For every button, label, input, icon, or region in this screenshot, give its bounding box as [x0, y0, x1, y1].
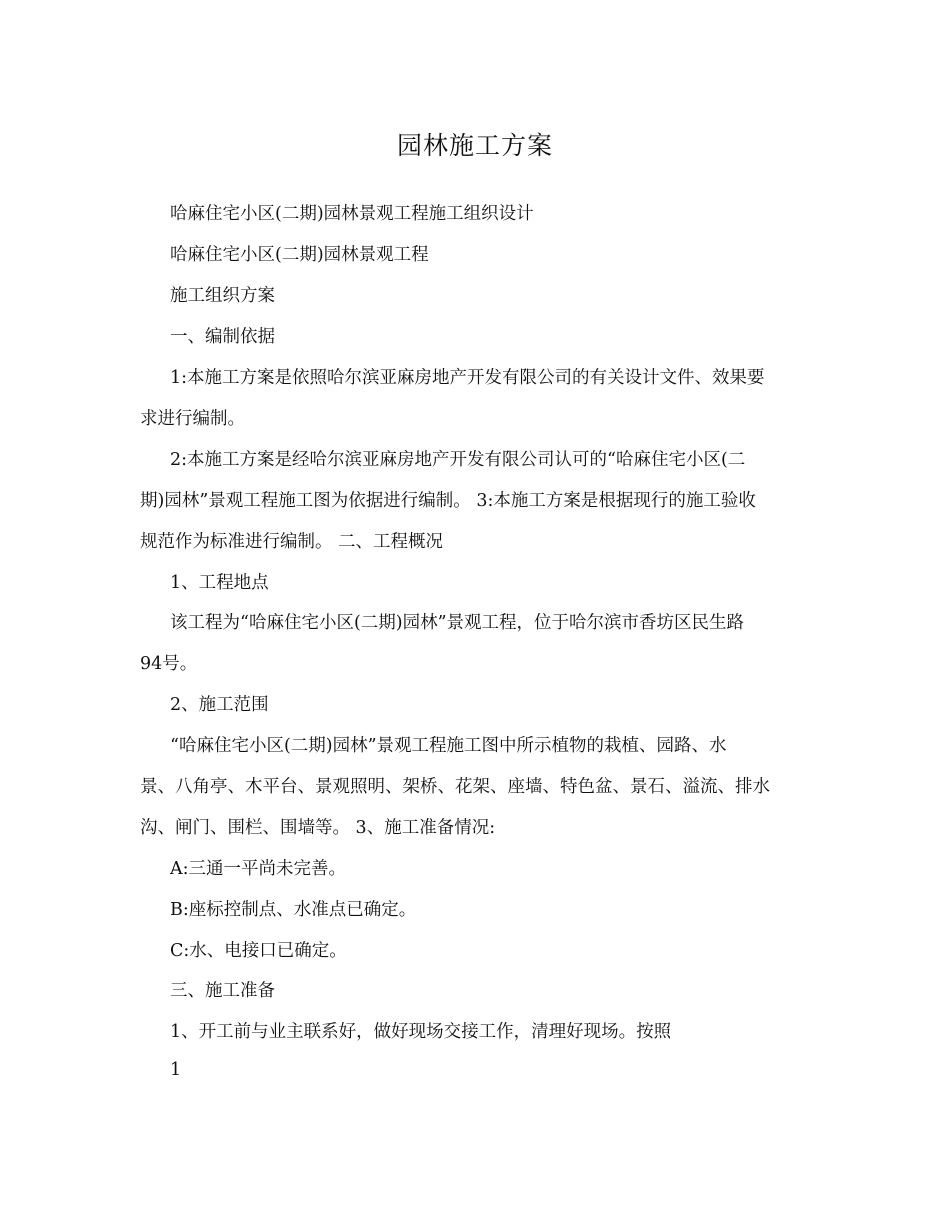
paragraph-line: 规范作为标准进行编制。 二、工程概况: [140, 532, 444, 552]
page-number: 1: [170, 1060, 182, 1080]
paragraph-line: 94号。: [140, 654, 198, 674]
paragraph-line: 沟、闸门、围栏、围墙等。 3、施工准备情况:: [140, 818, 496, 838]
paragraph-line: 施工组织方案: [170, 286, 275, 306]
paragraph-line: 哈麻住宅小区(二期)园林景观工程: [170, 245, 429, 265]
section-heading: 一、编制依据: [170, 327, 275, 347]
paragraph-line: 1、开工前与业主联系好，做好现场交接工作，清理好现场。按照: [170, 1022, 672, 1042]
section-heading: 1、工程地点: [170, 573, 269, 593]
page-title: 园林施工方案: [396, 131, 553, 160]
list-item: B:座标控制点、水准点已确定。: [170, 900, 417, 920]
paragraph-line: 1:本施工方案是依照哈尔滨亚麻房地产开发有限公司的有关设计文件、效果要: [170, 368, 765, 388]
paragraph-line: 景、八角亭、木平台、景观照明、架桥、花架、座墙、特色盆、景石、溢流、排水: [140, 777, 770, 797]
paragraph-line: 期)园林”景观工程施工图为依据进行编制。 3:本施工方案是根据现行的施工验收: [140, 491, 756, 511]
paragraph-line: 该工程为“哈麻住宅小区(二期)园林”景观工程，位于哈尔滨市香坊区民生路: [170, 613, 745, 633]
list-item: C:水、电接口已确定。: [170, 941, 347, 961]
paragraph-line: 求进行编制。: [140, 409, 245, 429]
paragraph-line: 哈麻住宅小区(二期)园林景观工程施工组织设计: [170, 204, 534, 224]
section-heading: 三、施工准备: [170, 981, 275, 1001]
paragraph-line: “哈麻住宅小区(二期)园林”景观工程施工图中所示植物的栽植、园路、水: [170, 736, 727, 756]
list-item: A:三通一平尚未完善。: [170, 859, 347, 879]
section-heading: 2、施工范围: [170, 695, 269, 715]
paragraph-line: 2:本施工方案是经哈尔滨亚麻房地产开发有限公司认可的“哈麻住宅小区(二: [170, 450, 746, 470]
